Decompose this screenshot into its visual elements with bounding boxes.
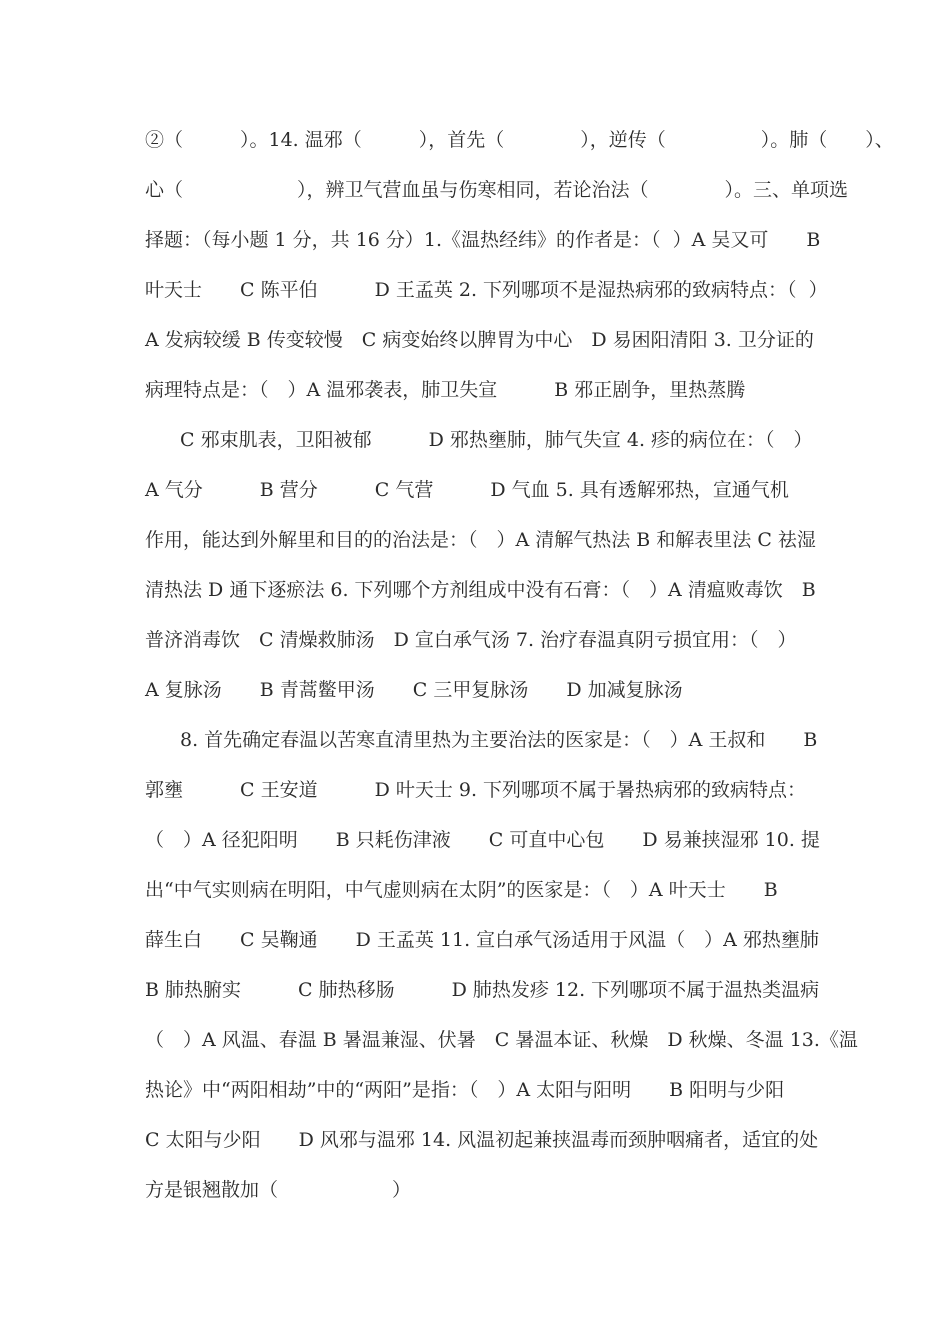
text-line-11: 普济消毒饮 C 清燥救肺汤 D 宣白承气汤 7. 治疗春温真阴亏损宜用：（ ） [145, 629, 797, 651]
text-line-9: 作用，能达到外解里和目的的治法是：（ ）A 清解气热法 B 和解表里法 C 祛湿 [145, 529, 816, 551]
text-line-7: C 邪束肌表，卫阳被郁 D 邪热壅肺，肺气失宣 4. 疹的病位在：（ ） [180, 429, 813, 451]
text-line-6: 病理特点是：（ ）A 温邪袭表，肺卫失宣 B 邪正剧争，里热蒸腾 [145, 379, 746, 401]
text-line-12: A 复脉汤 B 青蒿鳖甲汤 C 三甲复脉汤 D 加减复脉汤 [145, 679, 683, 701]
text-line-2: 心（ ），辨卫气营血虽与伤寒相同，若论治法（ ）。三、单项选 [145, 179, 849, 201]
text-line-19: （ ）A 风温、春温 B 暑温兼湿、伏暑 C 暑温本证、秋燥 D 秋燥、冬温 13.《温 [145, 1029, 858, 1051]
text-line-5: A 发病较缓 B 传变较慢 C 病变始终以脾胃为中心 D 易困阳清阳 3. 卫分证的 [145, 329, 814, 351]
text-line-13: 8. 首先确定春温以苦寒直清里热为主要治法的医家是：（ ）A 王叔和 B [180, 729, 818, 751]
text-line-4: 叶天士 C 陈平伯 D 王孟英 2. 下列哪项不是湿热病邪的致病特点：（ ） [145, 279, 828, 301]
text-line-10: 清热法 D 通下逐瘀法 6. 下列哪个方剂组成中没有石膏：（ ）A 清瘟败毒饮 B [145, 579, 816, 601]
text-line-1: ②（ ）。14. 温邪（ ），首先（ ），逆传（ ）。肺（ ）、 [145, 129, 894, 151]
text-line-8: A 气分 B 营分 C 气营 D 气血 5. 具有透解邪热，宣通气机 [145, 479, 789, 501]
text-line-22: 方是银翘散加（ ） [145, 1179, 412, 1201]
text-line-16: 出“中气实则病在明阳，中气虚则病在太阴”的医家是：（ ）A 叶天士 B [145, 879, 778, 901]
text-line-18: B 肺热腑实 C 肺热移肠 D 肺热发疹 12. 下列哪项不属于温热类温病 [145, 979, 820, 1001]
text-line-21: C 太阳与少阳 D 风邪与温邪 14. 风温初起兼挟温毒而颈肿咽痛者，适宜的处 [145, 1129, 819, 1151]
text-line-17: 薛生白 C 吴鞠通 D 王孟英 11. 宣白承气汤适用于风温（ ）A 邪热壅肺 [145, 929, 819, 951]
text-line-14: 郭壅 C 王安道 D 叶天士 9. 下列哪项不属于暑热病邪的致病特点： [145, 779, 807, 801]
text-line-15: （ ）A 径犯阳明 B 只耗伤津液 C 可直中心包 D 易兼挟湿邪 10. 提 [145, 829, 820, 851]
text-line-20: 热论》中“两阳相劫”中的“两阳”是指：（ ）A 太阳与阳明 B 阳明与少阳 [145, 1079, 785, 1101]
text-line-3: 择题：（每小题 1 分，共 16 分）1.《温热经纬》的作者是：（ ）A 吴又可 B [145, 229, 821, 251]
